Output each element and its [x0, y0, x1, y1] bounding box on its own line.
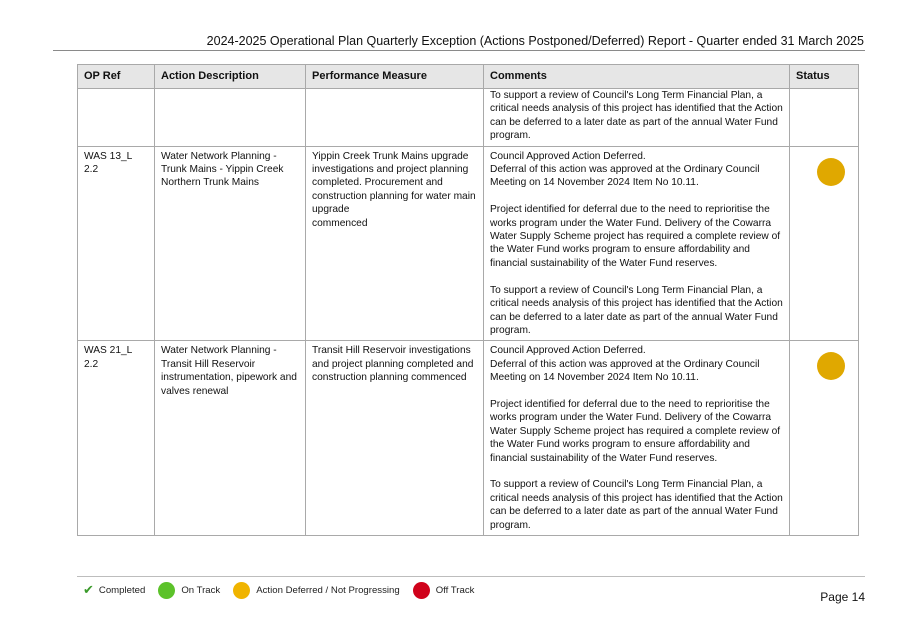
table-header-row: [78, 65, 859, 89]
performance-measure-cell: [306, 89, 484, 147]
column-header-performance-measure: Performance Measure: [306, 65, 484, 89]
legend-item-off-track: [413, 582, 475, 599]
status-deferred-indicator: [817, 158, 845, 186]
column-header-status: Status: [790, 65, 859, 89]
op-ref-text: WAS 13_L 2.2: [84, 150, 132, 176]
op-ref-text: WAS 21_L 2.2: [84, 345, 132, 370]
report-title: 2024-2025 Operational Plan Quarterly Exception (Actions Postponed/Deferred) Report - Quarter ended 31 March 2025: [206, 34, 864, 48]
comments-text: Council Approved Action Deferred. Deferral of this action was approved at the Ordinary Council Meeting on 14 November 2024 Item No 10.11. Project identified for deferral due to the need to reprioritise the works program under the Water Fund. Delivery of the Cowarra Water Supply Scheme project has required a complete review of the Water Fund works program to ensure affordability and financial sustainability of the Water Fund reserves. To support a review of Council's Long Term Financial Plan, a critical needs analysis of this project has identified that the Action can be deferred to a later date as part of the annual Water Fund program.: [490, 150, 783, 336]
performance-measure-text: Yippin Creek Trunk Mains upgrade investigations and project planning completed. Procurement and construction planning for water main upgrade commenced: [312, 150, 476, 229]
comments-cell: [484, 146, 790, 341]
legend-label: Off Track: [435, 584, 475, 596]
legend-item-deferred: [233, 582, 399, 599]
table-row: [78, 146, 859, 341]
action-description-cell: [155, 341, 306, 536]
legend-item-on-track: [158, 582, 220, 599]
performance-measure-cell: [306, 341, 484, 536]
performance-measure-cell: [306, 146, 484, 341]
op-ref-cell: [78, 341, 155, 536]
amber-circle-icon: [233, 582, 250, 599]
op-ref-cell: [78, 89, 155, 147]
footer-divider: [77, 576, 865, 577]
legend-item-completed: [83, 582, 145, 598]
action-description-text: Water Network Planning - Transit Hill Reservoir instrumentation, pipework and valves renewal: [161, 345, 297, 397]
performance-measure-text: Transit Hill Reservoir investigations and project planning completed and construction planning commenced: [312, 345, 474, 384]
legend-label: Completed: [98, 584, 146, 596]
page-number: Page 14: [820, 590, 865, 604]
legend-label: Action Deferred / Not Progressing: [256, 584, 400, 596]
status-deferred-indicator: [817, 352, 845, 380]
comments-cell: [484, 89, 790, 147]
column-header-action-description: Action Description: [155, 65, 306, 89]
legend-label: On Track: [181, 584, 221, 596]
table-row: [78, 341, 859, 536]
action-description-text: Water Network Planning - Trunk Mains - Yippin Creek Northern Trunk Mains: [161, 150, 284, 189]
column-header-op-ref: OP Ref: [78, 65, 155, 89]
status-legend: [83, 579, 487, 601]
green-circle-icon: [158, 582, 175, 599]
red-circle-icon: [413, 582, 430, 599]
exception-report-table: [77, 64, 859, 536]
status-cell: [790, 146, 859, 341]
op-ref-cell: [78, 146, 155, 341]
status-cell: [790, 341, 859, 536]
action-description-cell: [155, 146, 306, 341]
check-icon: ✔: [83, 582, 94, 597]
status-cell: [790, 89, 859, 147]
table-row: [78, 89, 859, 147]
comments-cell: [484, 341, 790, 536]
comments-text: Council Approved Action Deferred. Deferral of this action was approved at the Ordinary Council Meeting on 14 November 2024 Item No 10.11. Project identified for deferral due to the need to reprioritise the works program under the Water Fund. Delivery of the Cowarra Water Supply Scheme project has required a complete review of the Water Fund works program to ensure affordability and financial sustainability of the Water Fund reserves. To support a review of Council's Long Term Financial Plan, a critical needs analysis of this project has identified that the Action can be deferred to a later date as part of the annual Water Fund program.: [490, 345, 783, 531]
header-divider: [53, 50, 865, 51]
column-header-comments: Comments: [484, 65, 790, 89]
action-description-cell: [155, 89, 306, 147]
comments-text: To support a review of Council's Long Term Financial Plan, a critical needs analysis of this project has identified that the Action can be deferred to a later date as part of the annual Water Fund program.: [490, 90, 783, 142]
